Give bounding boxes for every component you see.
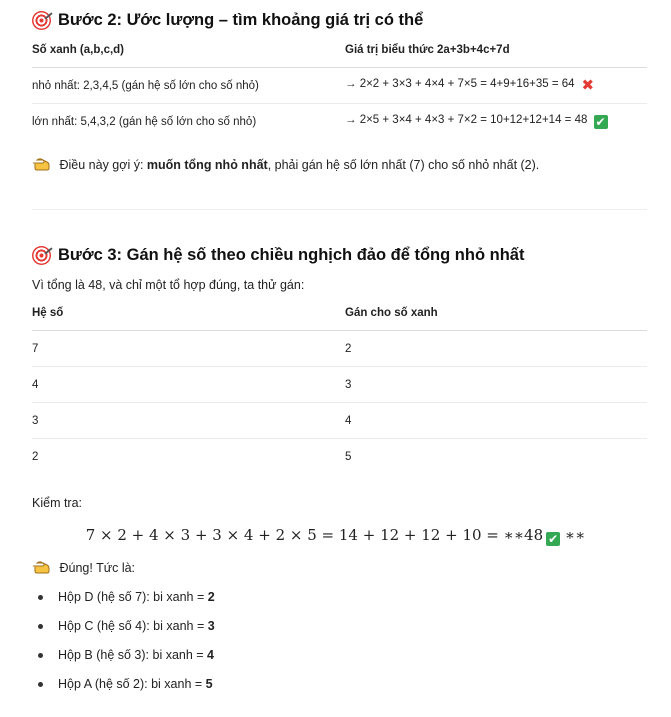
step3-heading xyxy=(32,243,524,267)
confirm-text: Đúng! Tức là: xyxy=(59,561,136,575)
check-mark-icon: ✔ xyxy=(548,532,559,546)
list-item-text: Hộp B (hệ số 3): bi xanh = xyxy=(58,648,208,662)
table-cell: 5 xyxy=(345,450,352,463)
step2-title: Bước 2: Ước lượng – tìm khoảng giá trị có thể xyxy=(58,10,424,29)
step3-intro: Vì tổng là 48, và chỉ một tổ hợp đúng, ta thử gán: xyxy=(32,278,305,292)
table-row xyxy=(32,439,647,475)
step2-section xyxy=(32,8,423,32)
list-item-value: 4 xyxy=(207,648,214,662)
table-row xyxy=(32,403,647,439)
expression-text: → 2×2 + 3×3 + 4×4 + 7×5 = 4+9+16+35 = 64 xyxy=(345,78,575,90)
check-label: Kiểm tra: xyxy=(32,496,83,510)
step2-heading xyxy=(32,8,423,32)
list-item xyxy=(32,583,215,612)
check-formula xyxy=(0,526,671,546)
formula-tail: ∗∗ xyxy=(564,526,586,544)
table-cell: 2 xyxy=(345,331,647,367)
table-cell: nhỏ nhất: 2,3,4,5 (gán hệ số lớn cho số nhỏ) xyxy=(32,68,345,104)
table-cell: 2 xyxy=(32,450,39,463)
target-icon xyxy=(32,246,51,265)
list-item-text: Hộp D (hệ số 7): bi xanh = xyxy=(58,590,208,604)
table-cell: 4 xyxy=(32,367,345,403)
target-icon xyxy=(32,11,51,30)
step2-col-header: Giá trị biểu thức 2a+3b+4c+7d xyxy=(345,33,647,68)
list-item xyxy=(32,612,215,641)
list-item-text: Hộp C (hệ số 4): bi xanh = xyxy=(58,619,208,633)
list-item-text: Hộp A (hệ số 2): bi xanh = xyxy=(58,677,206,691)
list-item xyxy=(32,641,215,670)
result-list xyxy=(32,583,215,699)
list-item-value: 3 xyxy=(207,619,215,633)
table-cell: lớn nhất: 5,4,3,2 (gán hệ số lớn cho số nhỏ) xyxy=(32,115,257,128)
step3-col-header: Gán cho số xanh xyxy=(345,296,647,331)
confirm-line xyxy=(32,561,135,575)
table-row xyxy=(32,367,647,403)
pointing-hand-icon xyxy=(32,158,50,171)
table-cell xyxy=(345,104,647,140)
step2-hint xyxy=(32,158,539,172)
check-mark-icon: ✔ xyxy=(595,115,606,130)
table-row xyxy=(32,104,647,140)
list-item xyxy=(32,670,215,699)
step3-col-header: Hệ số xyxy=(32,296,345,331)
pointing-hand-icon xyxy=(32,561,50,574)
step3-table xyxy=(32,296,647,475)
step2-table xyxy=(32,33,647,140)
table-cell xyxy=(345,68,647,104)
expression-text: → 2×5 + 3×4 + 4×3 + 7×2 = 10+12+12+14 = 48 xyxy=(345,114,588,127)
table-cell: 3 xyxy=(345,367,647,403)
step3-section xyxy=(32,243,524,267)
section-divider xyxy=(32,209,647,210)
table-row xyxy=(32,68,647,104)
table-cell: 3 xyxy=(32,403,345,439)
hint-prefix: Điều này gợi ý: xyxy=(59,158,147,172)
list-item-value: 2 xyxy=(207,590,215,604)
cross-mark-icon: ✖ xyxy=(581,77,595,94)
table-cell: 4 xyxy=(345,403,647,439)
step2-col-header: Số xanh (a,b,c,d) xyxy=(32,33,345,68)
step3-title: Bước 3: Gán hệ số theo chiều nghịch đảo để tổng nhỏ nhất xyxy=(58,245,525,264)
table-row xyxy=(32,331,647,367)
hint-suffix: , phải gán hệ số lớn nhất (7) cho số nhỏ nhất (2). xyxy=(267,158,540,172)
hint-bold: muốn tổng nhỏ nhất xyxy=(146,158,268,172)
list-item-value: 5 xyxy=(205,677,213,691)
formula-text: 7 × 2 + 4 × 3 + 3 × 4 + 2 × 5 = 14 + 12 + 12 + 10 = ∗∗48 xyxy=(85,526,544,544)
table-cell: 7 xyxy=(32,331,345,367)
